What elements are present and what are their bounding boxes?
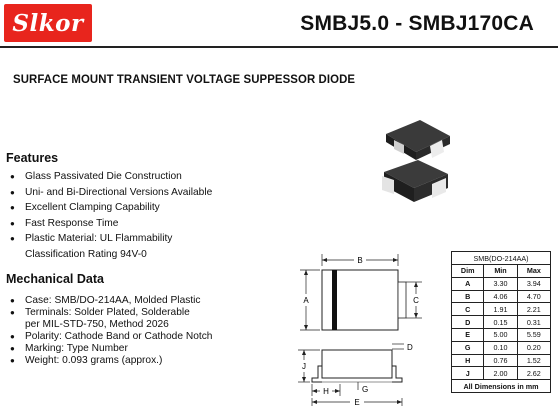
list-item: ● Plastic Material: UL Flammability Classification Rating 94V-0 — [10, 233, 173, 260]
mechanical-list — [10, 295, 310, 367]
header-divider — [0, 46, 558, 48]
table-row: G 0.10 0.20 — [452, 341, 551, 354]
dim-label-d: D — [407, 343, 413, 352]
list-item: ● Excellent Clamping Capability — [10, 200, 310, 216]
brand-logo-text: Slkor — [12, 9, 84, 37]
list-item: ● Weight: 0.093 grams (approx.) — [10, 355, 163, 366]
package-photo — [372, 114, 458, 212]
list-item: ● Terminals: Solder Plated, Solderable per MIL-STD-750, Method 2026 — [10, 307, 190, 330]
side-view-drawing — [292, 340, 432, 408]
features-heading: Features — [6, 151, 59, 165]
table-row: B 4.06 4.70 — [452, 290, 551, 303]
dim-label-g: G — [362, 385, 369, 394]
dimensions-table-wrap — [451, 251, 551, 393]
table-caption: SMB(DO-214AA) — [452, 252, 551, 265]
list-item: ● Marking: Type Number — [10, 343, 128, 354]
dim-label-j: J — [302, 362, 306, 371]
bullet-icon: ● — [10, 344, 15, 353]
table-row: A 3.30 3.94 — [452, 277, 551, 290]
list-item: ● Fast Response Time — [10, 216, 310, 232]
table-header: Min — [484, 265, 517, 278]
bullet-icon: ● — [10, 308, 15, 317]
document-subtitle: SURFACE MOUNT TRANSIENT VOLTAGE SUPPESSOR DIODE — [13, 72, 356, 86]
table-row: D 0.15 0.31 — [452, 316, 551, 329]
bullet-icon: ● — [10, 234, 15, 244]
bullet-icon: ● — [10, 172, 15, 181]
table-footer: All Dimensions in mm — [452, 380, 551, 393]
dimensions-table — [451, 251, 551, 393]
list-item: ● Uni- and Bi-Directional Versions Available — [10, 185, 310, 201]
dim-label-a: A — [303, 296, 309, 305]
bullet-icon: ● — [10, 187, 15, 197]
bullet-icon: ● — [10, 218, 15, 228]
table-row: J 2.00 2.62 — [452, 367, 551, 380]
top-view-drawing — [294, 250, 430, 336]
mechanical-heading: Mechanical Data — [6, 272, 104, 286]
features-list — [10, 169, 310, 263]
bullet-icon: ● — [10, 356, 15, 365]
table-row: H 0.76 1.52 — [452, 354, 551, 367]
bullet-icon: ● — [10, 332, 15, 341]
bullet-icon: ● — [10, 296, 15, 305]
table-row: C 1.91 2.21 — [452, 303, 551, 316]
dim-label-b: B — [357, 256, 363, 265]
table-header: Dim — [452, 265, 484, 278]
dim-label-h: H — [323, 387, 329, 396]
list-item: ● Polarity: Cathode Band or Cathode Notch — [10, 331, 213, 342]
table-row: E 5.00 5.59 — [452, 328, 551, 341]
bullet-icon: ● — [10, 203, 15, 213]
page-title: SMBJ5.0 - SMBJ170CA — [300, 12, 534, 35]
dim-label-c: C — [413, 296, 419, 305]
table-header: Max — [517, 265, 550, 278]
list-item: ● Case: SMB/DO-214AA, Molded Plastic — [10, 295, 201, 306]
list-item: ● Glass Passivated Die Construction — [10, 169, 310, 185]
brand-logo — [4, 4, 92, 42]
dim-label-e: E — [354, 398, 360, 407]
